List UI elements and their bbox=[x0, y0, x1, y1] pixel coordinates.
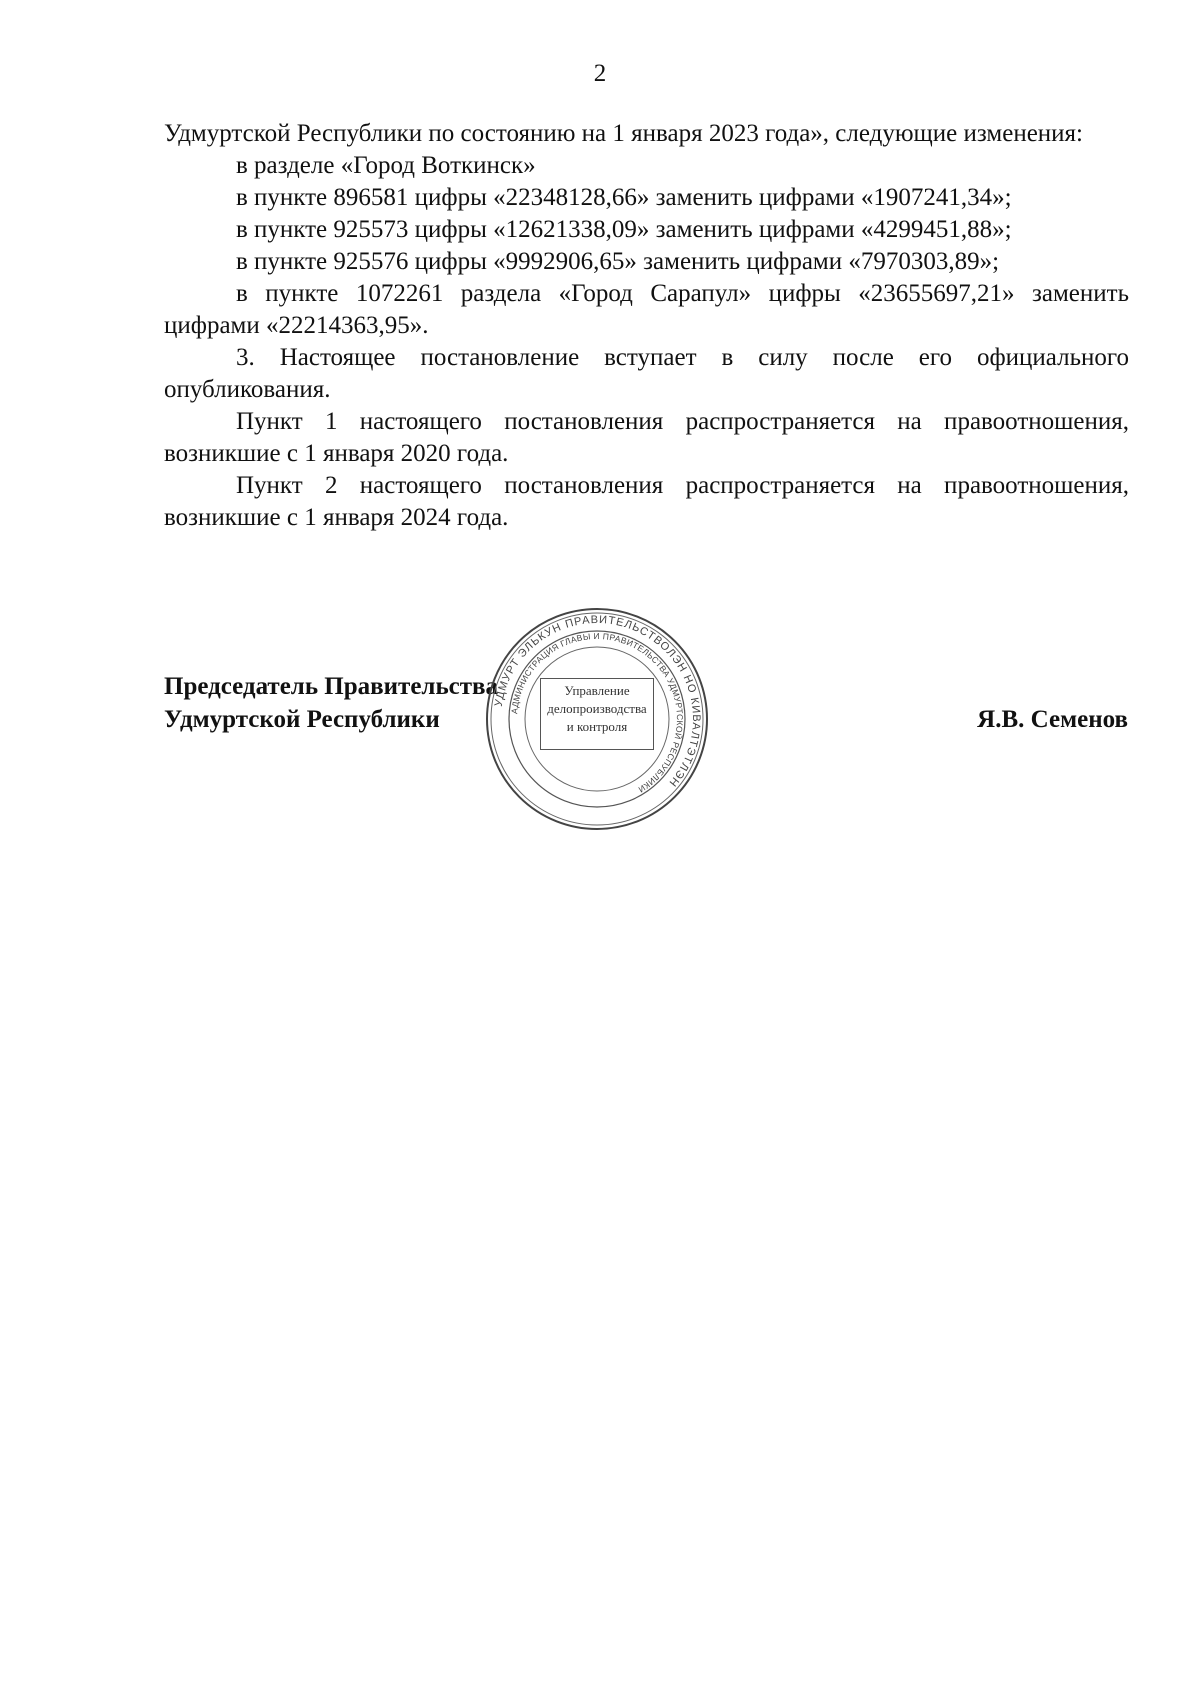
stamp-center-line-2: делопроизводства bbox=[547, 701, 647, 716]
page-number: 2 bbox=[593, 60, 607, 87]
official-stamp bbox=[484, 606, 710, 832]
paragraph-item-925576: в пункте 925576 цифры «9992906,65» заменить цифрами «7970303,89»; bbox=[236, 248, 1000, 275]
signature-title-line-1: Председатель Правительства bbox=[164, 673, 499, 700]
paragraph-section-votkinsk: в разделе «Город Воткинск» bbox=[236, 152, 536, 179]
paragraph-item-896581: в пункте 896581 цифры «22348128,66» заменить цифрами «1907241,34»; bbox=[236, 184, 1012, 211]
stamp-center-line-3: и контроля bbox=[566, 719, 628, 734]
signature-title-line-2: Удмуртской Республики bbox=[164, 706, 440, 733]
signature-title bbox=[164, 670, 498, 736]
paragraph-item-1072261: в пункте 1072261 раздела «Город Сарапул» цифры «23655697,21» заменить цифрами «22214363,95». bbox=[164, 280, 1129, 339]
document-body bbox=[164, 118, 1129, 534]
paragraph-clause-2-applicability: Пункт 2 настоящего постановления распространяется на правоотношения, возникшие с 1 января 2024 года. bbox=[164, 472, 1129, 531]
stamp-center-line-1: Управление bbox=[564, 683, 630, 698]
paragraph-clause-3: 3. Настоящее постановление вступает в силу после его официального опубликования. bbox=[164, 344, 1129, 403]
paragraph-item-925573: в пункте 925573 цифры «12621338,09» заменить цифрами «4299451,88»; bbox=[236, 216, 1012, 243]
stamp-outer-text: УДМУРТ ЭЛЬКУН ПРАВИТЕЛЬСТВОЛЭН НО КИВАЛТЭТЛЭН bbox=[492, 613, 703, 790]
stamp-center-text bbox=[547, 682, 647, 736]
stamp-inner-text: АДМИНИСТРАЦИЯ ГЛАВЫ И ПРАВИТЕЛЬСТВА УДМУРТСКОЙ РЕСПУБЛИКИ bbox=[509, 630, 686, 795]
signer-name: Я.В. Семенов bbox=[977, 706, 1128, 733]
paragraph-clause-1-applicability: Пункт 1 настоящего постановления распространяется на правоотношения, возникшие с 1 января 2020 года. bbox=[164, 408, 1129, 467]
paragraph-intro: Удмуртской Республики по состоянию на 1 января 2023 года», следующие изменения: bbox=[164, 120, 1084, 147]
